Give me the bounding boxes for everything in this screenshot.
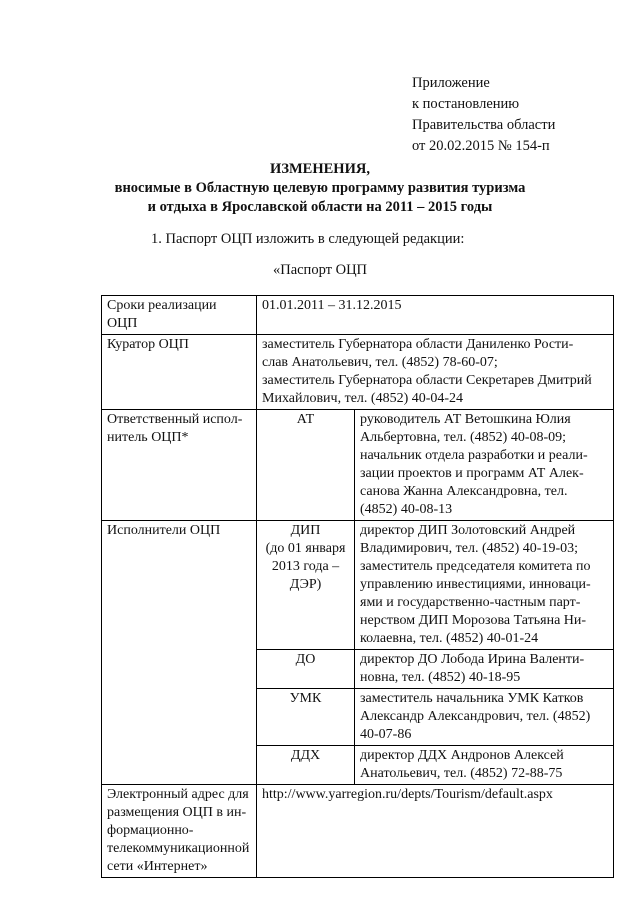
value-line: заместитель начальника УМК Катков [360,691,584,706]
email-link[interactable]: http://www.yarregion.ru/depts/Tourism/default.aspx [262,787,553,802]
value-line: Владимирович, тел. (4852) 40-19-03; [360,541,579,556]
document-subtitle-line: вносимые в Областную целевую программу развития туризма [114,180,526,196]
value-line: (4852) 40-08-13 [360,502,453,517]
appendix-line: от 20.02.2015 № 154-п [412,138,550,154]
label-line: Ответственный испол- [107,412,243,427]
label-line: ОЦП [107,316,138,331]
value-line: руководитель АТ Ветошкина Юлия [360,412,571,427]
value-line: санова Жанна Александровна, тел. [360,484,568,499]
value-line: зации проектов и программ АТ Алек- [360,466,584,481]
passport-title: «Паспорт ОЦП [272,262,368,278]
label-line: сети «Интернет» [107,859,208,874]
row-value [355,689,614,746]
org-cell [257,746,355,785]
value-line: директор ДИП Золотовский Андрей [360,523,576,538]
label-line: формационно- [107,823,194,838]
row-value [257,785,614,878]
label-line: Исполнители ОЦП [107,523,221,538]
label-line: Куратор ОЦП [107,337,189,352]
terms-value: 01.01.2011 – 31.12.2015 [262,298,402,313]
value-line: колаевна, тел. (4852) 40-01-24 [360,631,539,646]
org-line: (до 01 января [265,541,346,556]
value-line: директор ДДХ Андронов Алексей [360,748,564,763]
org-line: 2013 года – [271,559,340,574]
row-value [355,650,614,689]
value-line: заместитель председателя комитета по [360,559,591,574]
value-line: слав Анатольевич, тел. (4852) 78-60-07; [262,355,498,370]
table-row-executors-dip [102,521,614,650]
value-line: 40-07-86 [360,727,412,742]
value-line: заместитель Губернатора области Даниленко Рости- [262,337,574,352]
value-line: управлению инвестициями, инноваци- [360,577,591,592]
value-line: новна, тел. (4852) 40-18-95 [360,670,521,685]
label-line: нитель ОЦП* [107,430,189,445]
label-line: размещения ОЦП в ин- [107,805,247,820]
value-line: Михайлович, тел. (4852) 40-04-24 [262,391,464,406]
document-title: ИЗМЕНЕНИЯ, [270,161,370,177]
appendix-block [412,73,555,157]
org-line: УМК [289,691,322,706]
org-line: ДО [295,652,316,667]
row-label [102,335,257,410]
org-line: АТ [296,412,315,427]
document-heading [0,160,640,217]
row-value [355,410,614,521]
value-line: Александр Александрович, тел. (4852) [360,709,591,724]
document-subtitle-line: и отдыха в Ярославской области на 2011 – 2015 годы [147,199,493,215]
org-line: ДИП [290,523,321,538]
table-row-terms [102,296,614,335]
table-row-curator [102,335,614,410]
table-row-email [102,785,614,878]
row-label [102,521,257,785]
row-label [102,785,257,878]
label-line: Сроки реализации [107,298,217,313]
value-line: ями и государственно-частным парт- [360,595,581,610]
org-line: ДЭР) [289,577,322,592]
label-line: Электронный адрес для [107,787,249,802]
row-value [257,296,614,335]
value-line: начальник отдела разработки и реали- [360,448,588,463]
table-row-responsible [102,410,614,521]
item-1-text: 1. Паспорт ОЦП изложить в следующей редакции: [151,231,465,247]
org-cell [257,689,355,746]
row-label [102,296,257,335]
appendix-line: Правительства области [412,117,556,133]
org-cell [257,650,355,689]
passport-table [101,295,614,878]
row-value [355,521,614,650]
org-cell [257,521,355,650]
org-line: ДДХ [290,748,321,763]
value-line: Альбертовна, тел. (4852) 40-08-09; [360,430,567,445]
label-line: телекоммуникационной [107,841,250,856]
value-line: заместитель Губернатора области Секретарев Дмитрий [262,373,592,388]
row-value [355,746,614,785]
appendix-line: к постановлению [412,96,520,112]
value-line: Анатольевич, тел. (4852) 72-88-75 [360,766,563,781]
value-line: директор ДО Лобода Ирина Валенти- [360,652,585,667]
row-value [257,335,614,410]
row-label [102,410,257,521]
org-cell [257,410,355,521]
appendix-line: Приложение [412,75,490,91]
value-line: нерством ДИП Морозова Татьяна Ни- [360,613,587,628]
